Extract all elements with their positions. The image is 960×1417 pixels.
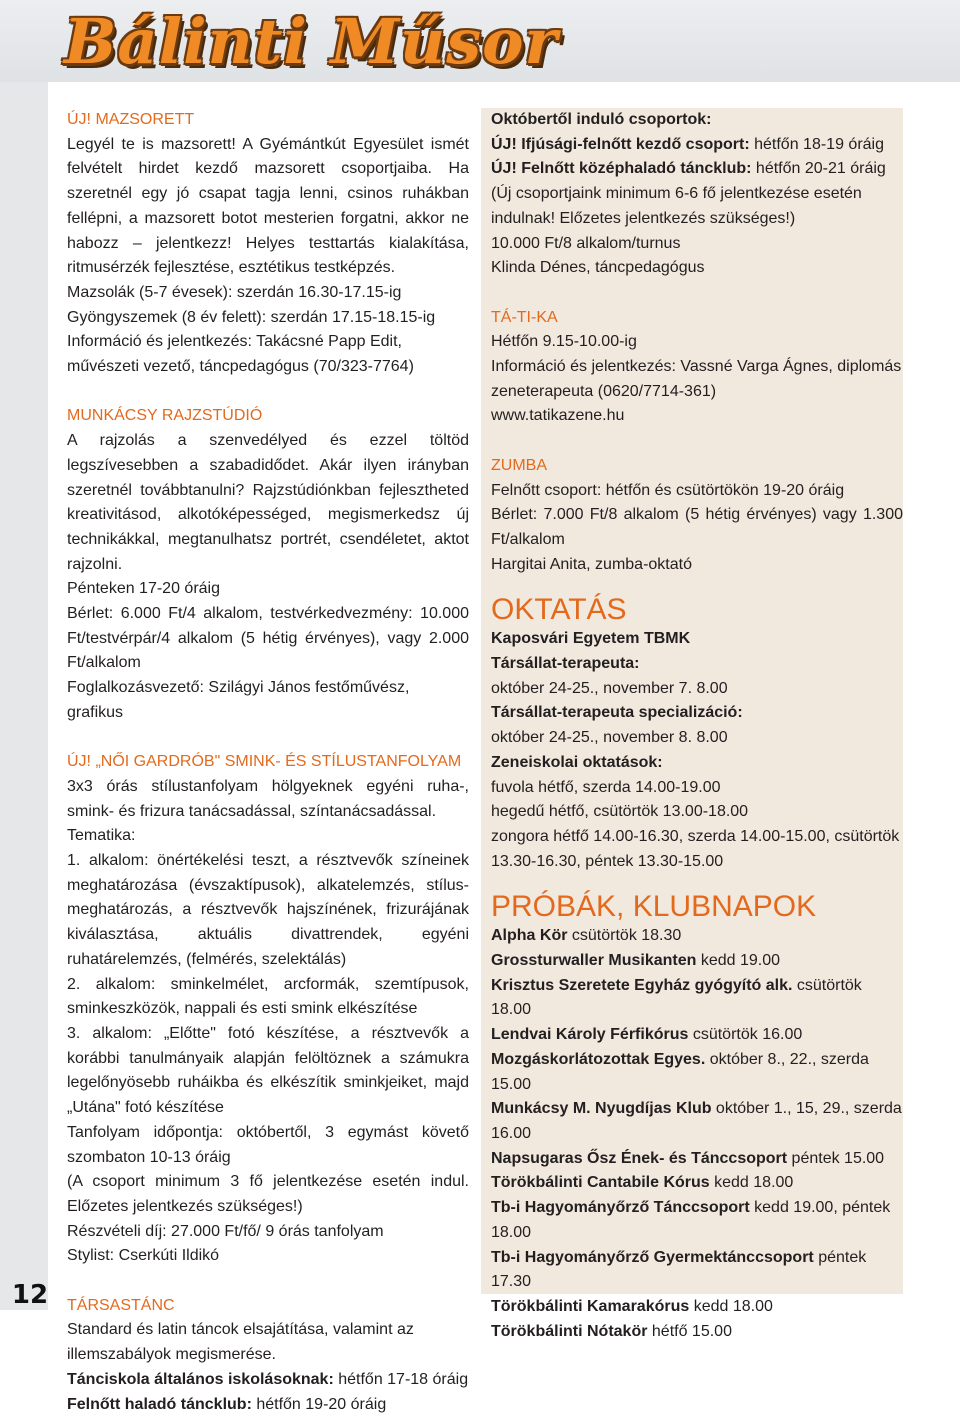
header-banner <box>0 0 960 82</box>
probak-heading: PRÓBÁK, KLUBNAPOK <box>491 890 817 924</box>
oktatas-title-3: Zeneiskolai oktatások: <box>491 753 663 771</box>
probak-item: Grossturwaller Musikanten kedd 19.00 <box>491 952 781 970</box>
tatika-info: Információ és jelentkezés: Vassné Varga Ágnes, diplomás zeneterapeuta (0620/7714-361) <box>491 358 902 400</box>
mazsorett-section <box>67 108 469 380</box>
gardrob-fee: Részvételi díj: 27.000 Ft/fő/ 9 órás tanfolyam <box>67 1222 384 1240</box>
left-column <box>67 108 469 1417</box>
mazsorett-schedule-2: Gyöngyszemek (8 év felett): szerdán 17.15-18.15-ig <box>67 308 436 326</box>
gardrob-item-1: 1. alkalom: önértékelési teszt, a résztvevők színeinek meghatározása (évszaktípusok), alkatelemzés, stílus-meghatározás, a résztvevők hajszínének, frizurájának kiválasztása, aktuális divattrendek, egyéni ruhatárelemzés, (felmérés, szelektálás) <box>67 852 469 968</box>
gardrob-tematika: Tematika: <box>67 827 136 845</box>
oktatas-heading: OKTATÁS <box>491 593 627 627</box>
oktober-price: 10.000 Ft/8 alkalom/turnus <box>491 234 681 252</box>
probak-item: Törökbálinti Nótakör hétfő 15.00 <box>491 1322 732 1340</box>
tatika-time: Hétfőn 9.15-10.00-ig <box>491 333 637 351</box>
tarsastanc-section <box>67 1294 469 1417</box>
oktober-note: (Új csoportjaink minimum 6-6 fő jelentkezése esetén indulnak! Előzetes jelentkezés szükséges!) <box>491 185 862 227</box>
probak-item: Tb-i Hagyományőrző Tánccsoport kedd 19.00, péntek 18.00 <box>491 1199 891 1241</box>
tarsastanc-text: Standard és latin táncok elsajátítása, valamint az illemszabályok megismerése. <box>67 1321 414 1364</box>
oktatas-line-hegedu: hegedű hétfő, csütörtök 13.00-18.00 <box>491 803 749 821</box>
probak-item: Alpha Kör csütörtök 18.30 <box>491 927 682 945</box>
rajzstudio-teacher: Foglalkozásvezető: Szilágyi János festőművész, grafikus <box>67 679 410 721</box>
mazsorett-heading: ÚJ! MAZSORETT <box>67 111 195 128</box>
oktatas-org: Kaposvári Egyetem TBMK <box>491 630 691 648</box>
probak-item: Krisztus Szeretete Egyház gyógyító alk. csütörtök 18.00 <box>491 976 862 1019</box>
rajzstudio-price: Bérlet: 6.000 Ft/4 alkalom, testvérkedvezmény: 10.000 Ft/testvérpár/4 alkalom (5 hétig érvényes), vagy 2.000 Ft/alkalom <box>67 605 469 672</box>
page-number: 12 <box>11 1280 49 1310</box>
gardrob-text: 3x3 órás stílustanfolyam hölgyeknek egyéni ruha-, smink- és frizura tanácsadással, színtanácsadással. <box>67 777 469 820</box>
page-title: Bálinti Műsor <box>64 5 559 78</box>
gardrob-group-note: (A csoport minimum 3 fő jelentkezése esetén indul. Előzetes jelentkezés szükséges!) <box>67 1173 469 1215</box>
zumba-time: Felnőtt csoport: hétfőn és csütörtökön 19-20 óráig <box>491 481 845 499</box>
right-column <box>481 108 903 1340</box>
mazsorett-schedule-1: Mazsolák (5-7 évesek): szerdán 16.30-17.15-ig <box>67 283 402 301</box>
mazsorett-text: Legyél te is mazsorett! A Gyémántkút Egyesület ismét felvételt hirdet kezdő mazsorett csoportjaiba. Ha szeretnél egy jó csapat tagja lenni, csinos ruhákban fellépni, a mazsorett botot mesterien forgatni, akkor ne habozz – jelentkezz! Helyes testtartás kialakítása, ritmusérzék fejlesztése, esztétikus testképzés. <box>67 135 469 277</box>
gardrob-item-2: 2. alkalom: sminkelmélet, arcformák, szemtípusok, sminkeszközök, nappali és esti smink elkészítése <box>67 975 469 1018</box>
rajzstudio-time: Pénteken 17-20 óráig <box>67 580 220 598</box>
probak-item: Tb-i Hagyományőrző Gyermektánccsoport péntek 17.30 <box>491 1248 867 1291</box>
oktober-heading: Októbertől induló csoportok: <box>491 111 712 128</box>
oktober-row-2: ÚJ! Felnőtt középhaladó táncklub: hétfőn 20-21 óráig <box>491 160 886 178</box>
oktober-row-1: ÚJ! Ifjúsági-felnőtt kezdő csoport: hétfőn 18-19 óráig <box>491 135 884 153</box>
probak-item: Törökbálinti Kamarakórus kedd 18.00 <box>491 1297 773 1315</box>
rajzstudio-text: A rajzolás a szenvedélyed és ezzel töltöd legszívesebben a szabadidődet. Akár ilyen irányban szeretnél továbbtanulni? Rajzstúdiónkban fejlesztheted kreativitásod, alkotóképességed, megismerkedsz új technikákkal, megtanulhatsz portrét, csendéletet, aktot rajzolni. <box>67 432 469 573</box>
tatika-web: www.tatikazene.hu <box>491 407 625 425</box>
probak-item: Lendvai Károly Férfikórus csütörtök 16.00 <box>491 1026 803 1044</box>
tatika-section <box>491 306 903 430</box>
gardrob-stylist: Stylist: Cserkúti Ildikó <box>67 1247 220 1265</box>
gardrob-heading: ÚJ! „NŐI GARDRÓB" SMINK- ÉS STÍLUSTANFOLYAM <box>67 753 462 771</box>
oktatas-title-1: Társállat-terapeuta: <box>491 655 640 673</box>
mazsorett-info: Információ és jelentkezés: Takácsné Papp Edit, művészeti vezető, táncpedagógus (70/323-7764) <box>67 333 414 376</box>
oktatas-line-fuvola: fuvola hétfő, szerda 14.00-19.00 <box>491 778 721 796</box>
probak-item: Napsugaras Ősz Ének- és Tánccsoport péntek 15.00 <box>491 1149 885 1167</box>
oktatas-date-1: október 24-25., november 7. 8.00 <box>491 679 728 697</box>
gardrob-section <box>67 750 469 1269</box>
oktatas-section <box>491 593 903 874</box>
oktober-teacher: Klinda Dénes, táncpedagógus <box>491 259 705 277</box>
probak-item: Munkácsy M. Nyugdíjas Klub október 1., 15, 29., szerda 16.00 <box>491 1100 902 1142</box>
tarsastanc-row-2: Felnőtt haladó táncklub: hétfőn 19-20 óráig <box>67 1395 387 1413</box>
tatika-heading: TÁ-TI-KA <box>491 308 558 326</box>
gardrob-schedule: Tanfolyam időpontja: októbertől, 3 egymást követő szombaton 10-13 óráig <box>67 1123 469 1166</box>
tarsastanc-row-1: Tánciskola általános iskolásoknak: hétfőn 17-18 óráig <box>67 1370 469 1388</box>
probak-list <box>491 924 903 1344</box>
rajzstudio-section <box>67 404 469 725</box>
probak-section <box>491 890 903 1344</box>
oktatas-line-zongora: zongora hétfő 14.00-16.30, szerda 14.00-15.00, csütörtök 13.30-16.30, péntek 13.30-15.00 <box>491 827 900 870</box>
gardrob-item-3: 3. alkalom: „Előtte" fotó készítése, a résztvevők a korábbi tanulmányaik alapján felöltöznek a számukra legelőnyösebb ruháikba és elkészítik sminkjeiket, majd „Utána" fotó készítése <box>67 1024 469 1117</box>
zumba-section <box>491 454 903 578</box>
oktatas-title-2: Társállat-terapeuta specializáció: <box>491 704 743 722</box>
probak-item: Mozgáskorlátozottak Egyes. október 8., 22., szerda 15.00 <box>491 1050 869 1093</box>
tarsastanc-heading: TÁRSASTÁNC <box>67 1296 175 1314</box>
oktober-section <box>491 108 903 281</box>
probak-item: Törökbálinti Cantabile Kórus kedd 18.00 <box>491 1174 794 1192</box>
zumba-price: Bérlet: 7.000 Ft/8 alkalom (5 hétig érvényes) vagy 1.300 Ft/alkalom <box>491 506 903 548</box>
oktatas-date-2: október 24-25., november 8. 8.00 <box>491 729 728 747</box>
left-margin-strip <box>0 82 48 1310</box>
zumba-teacher: Hargitai Anita, zumba-oktató <box>491 555 692 573</box>
rajzstudio-heading: MUNKÁCSY RAJZSTÚDIÓ <box>67 407 263 425</box>
zumba-heading: ZUMBA <box>491 456 547 474</box>
